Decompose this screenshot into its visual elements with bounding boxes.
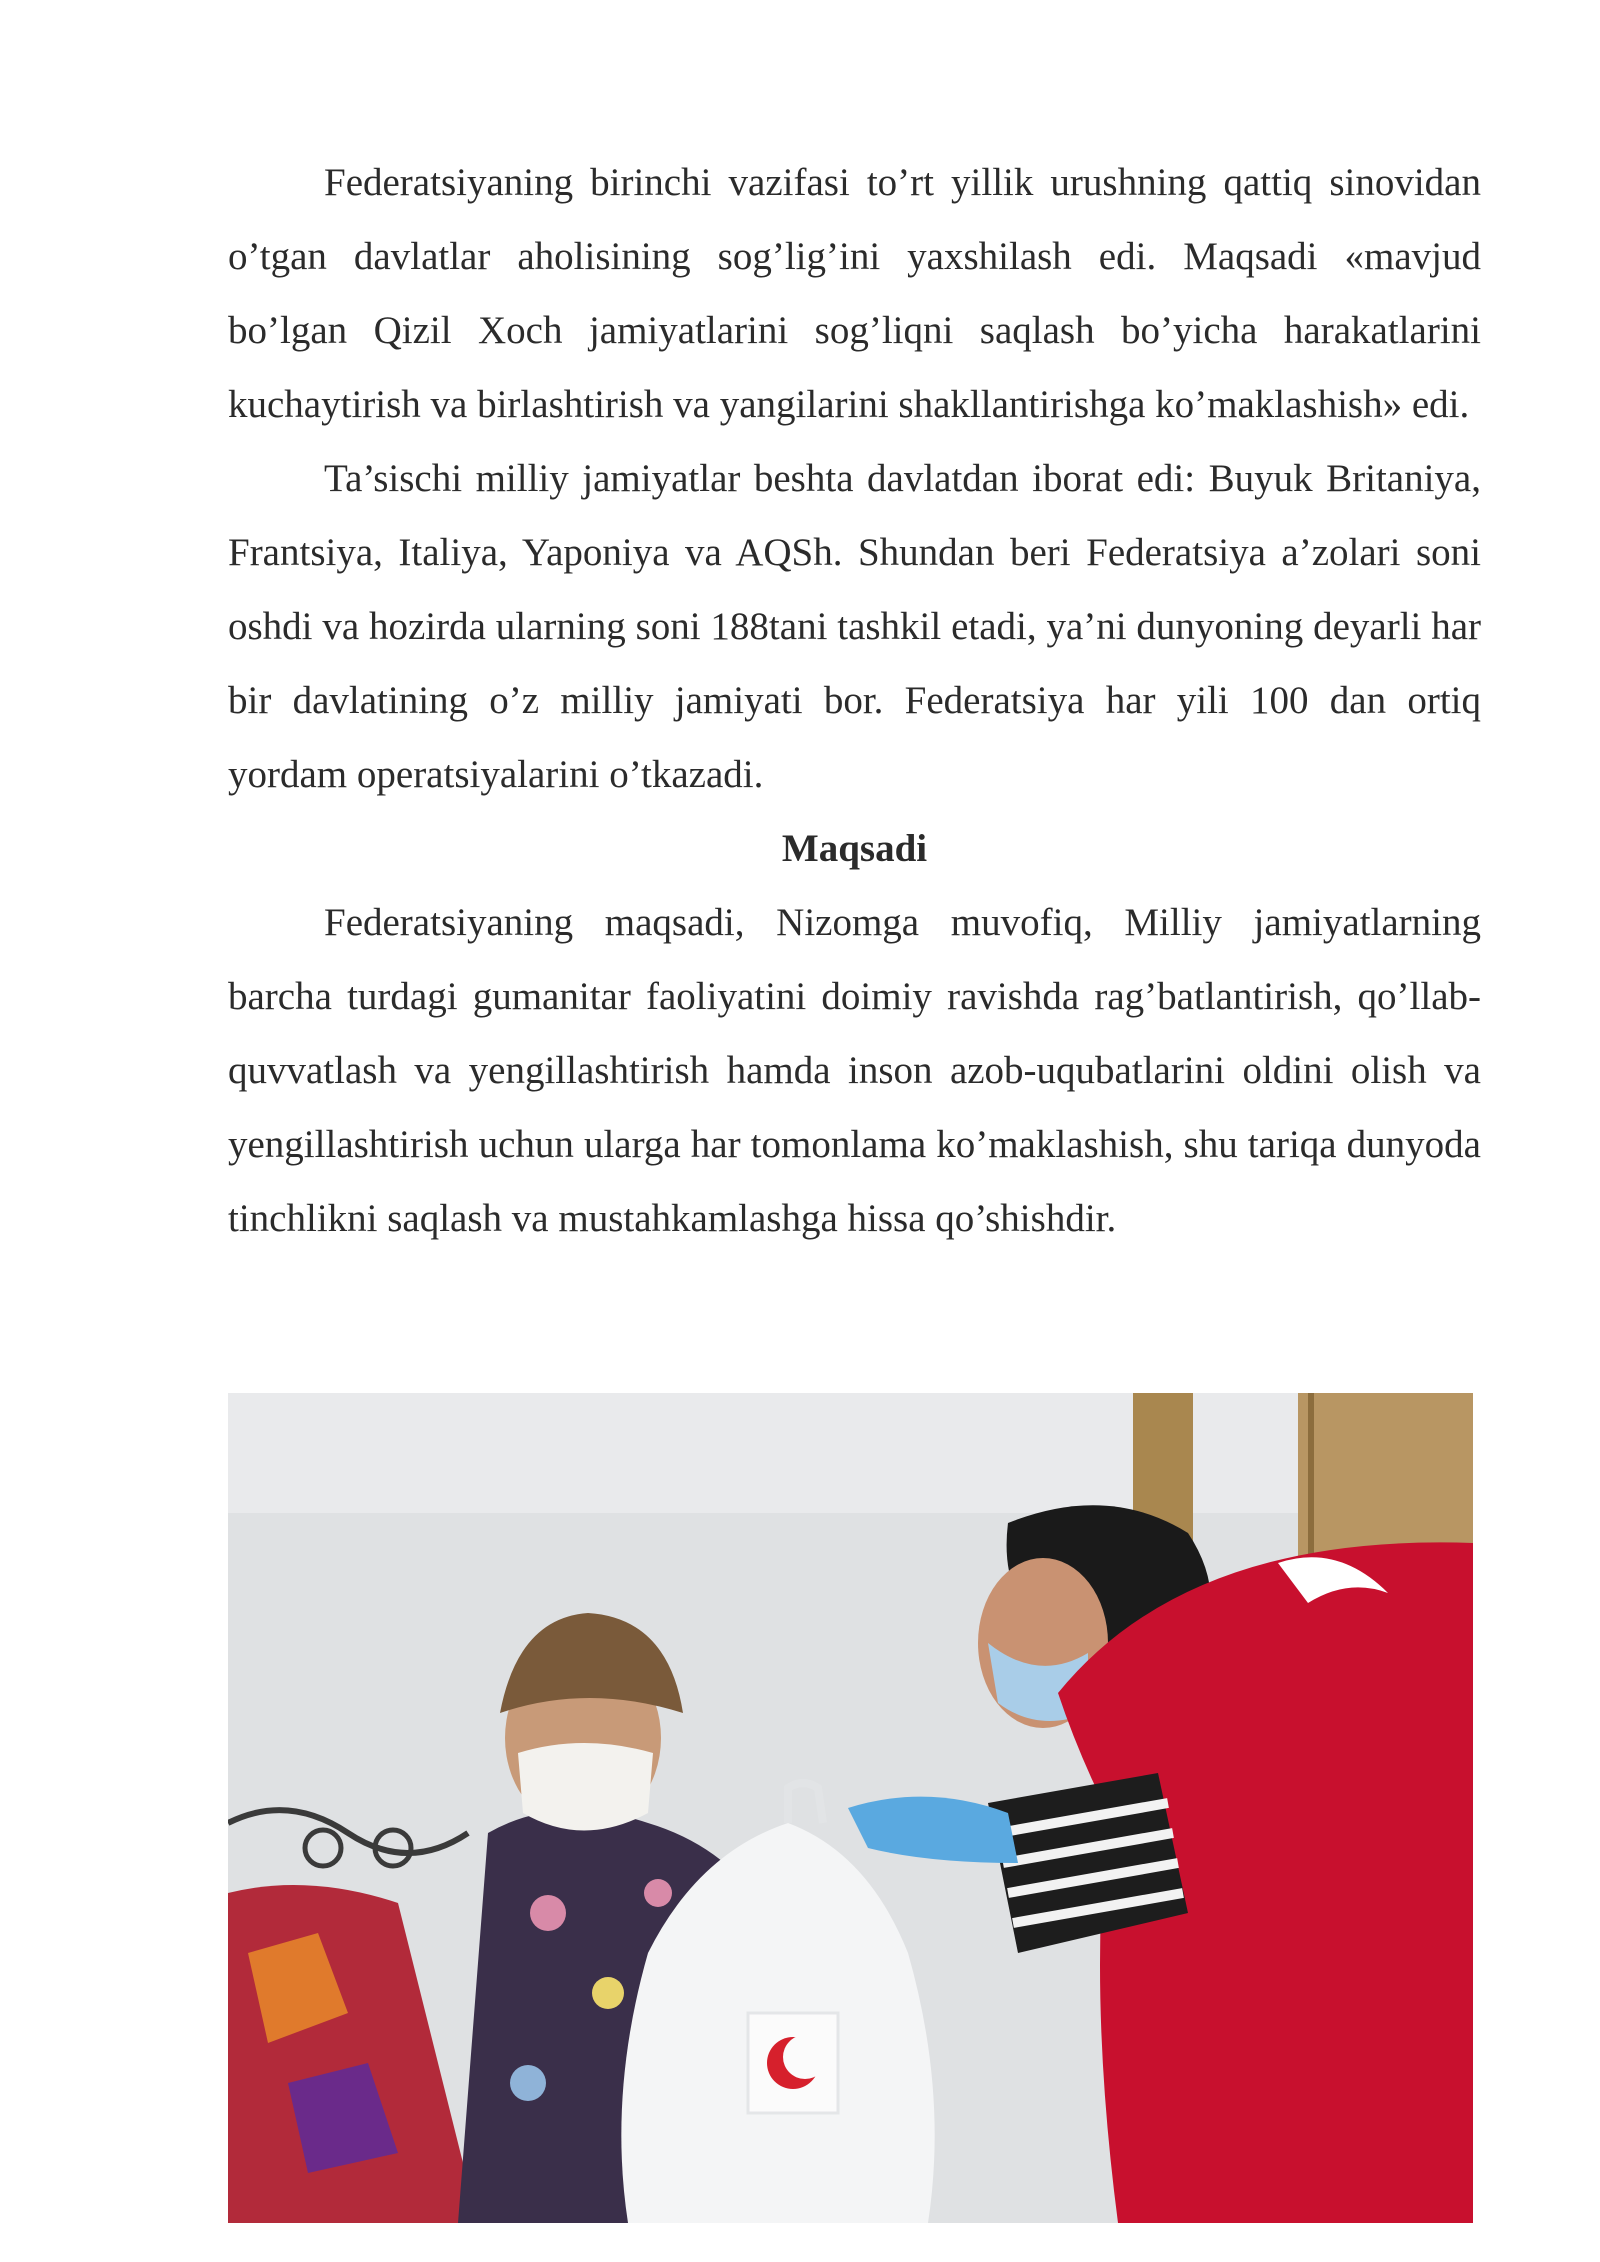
photo-woman-mask bbox=[518, 1743, 653, 1831]
photo-volunteer-aid bbox=[228, 1393, 1473, 2223]
photo-wall-top bbox=[228, 1393, 1473, 1513]
paragraph-1: Federatsiyaning birinchi vazifasi to’rt yillik urushning qattiq sinovidan o’tgan davlatlar aholisining sog’lig’ini yaxshilash edi. Maqsadi «mavjud bo’lgan Qizil Xoch jamiyatlarini sog’liqni saqlash bo’yicha harakatlarini kuchaytirish va birlashtirish va yangilarini shakllantirishga ko’maklashish» edi. bbox=[228, 161, 1481, 426]
photo-dress-flower bbox=[530, 1895, 566, 1931]
photo-dress-flower bbox=[592, 1977, 624, 2009]
section-heading: Maqsadi bbox=[781, 827, 928, 870]
photo-illustration bbox=[228, 1393, 1473, 2223]
text-body bbox=[228, 146, 1481, 1256]
photo-bag-crescent-cut bbox=[783, 2035, 827, 2079]
photo-dress-flower bbox=[510, 2065, 546, 2101]
paragraph-3: Federatsiyaning maqsadi, Nizomga muvofiq, Milliy jamiyatlarning barcha turdagi gumanitar faoliyatini doimiy ravishda rag’batlantirish, qo’llab-quvvatlash va yengillashtirish hamda inson azob-uqubatlarini oldini olish va yengillashtirish uchun ularga har tomonlama ko’maklashish, shu tariqa dunyoda tinchlikni saqlash va mustahkamlashga hissa qo’shishdir. bbox=[228, 901, 1481, 1240]
paragraph-2: Ta’sischi milliy jamiyatlar beshta davlatdan iborat edi: Buyuk Britaniya, Frantsiya, Italiya, Yaponiya va AQSh. Shundan beri Federatsiya a’zolari soni oshdi va hozirda ularning soni 188tani tashkil etadi, ya’ni dunyoning deyarli har bir davlatining o’z milliy jamiyati bor. Federatsiya har yili 100 dan ortiq yordam operatsiyalarini o’tkazadi. bbox=[228, 457, 1481, 796]
photo-dress-flower bbox=[644, 1879, 672, 1907]
